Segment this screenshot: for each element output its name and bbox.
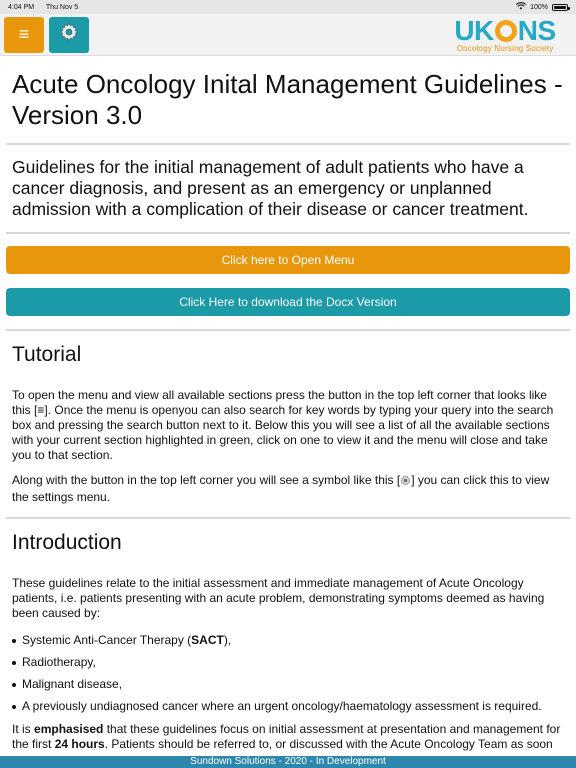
cause-list <box>12 633 570 714</box>
introduction-heading: Introduction <box>12 531 122 554</box>
open-menu-button[interactable]: Click here to Open Menu <box>6 246 570 274</box>
intro-text: It is <box>12 722 35 736</box>
logo-wordmark <box>446 16 564 46</box>
tutorial-text: ] you can click this to view the settings menu. <box>12 473 550 504</box>
tutorial-text: To open the menu and view all available sections press the button in the top left corner that looks like this [ <box>12 388 547 417</box>
battery-icon <box>552 4 568 11</box>
list-item-text: Systemic Anti-Cancer Therapy ( <box>22 633 192 647</box>
tutorial-paragraph-1 <box>12 388 570 463</box>
list-item-text: ), <box>223 633 232 647</box>
divider <box>6 517 570 519</box>
intro-bold: 24 hours <box>54 737 105 751</box>
hamburger-icon: ≡ <box>37 403 45 417</box>
intro-text: . Patients should be referred to, or discussed with the Acute Oncology Team as soon <box>104 737 553 751</box>
wifi-icon <box>516 2 526 12</box>
status-bar <box>0 0 576 14</box>
tutorial-text: Along with the button in the top left corner you will see a symbol like this [ <box>12 473 401 487</box>
list-item-bold: SACT <box>191 633 224 647</box>
list-item: A previously undiagnosed cancer where an urgent oncology/haematology assessment is required. <box>12 699 570 714</box>
gear-icon <box>400 475 411 490</box>
tutorial-heading: Tutorial <box>12 343 82 366</box>
list-item: Malignant disease, <box>12 677 570 692</box>
intro-text: that these guidelines focus on initial assessment at presentation and management for the first <box>12 722 561 751</box>
footer-text: Sundown Solutions - 2020 - In Development <box>190 756 386 767</box>
divider <box>6 329 570 331</box>
menu-button[interactable] <box>4 17 44 53</box>
logo-part2: NS <box>517 15 556 46</box>
gear-icon <box>59 22 79 47</box>
tutorial-paragraph-2 <box>12 473 570 505</box>
tutorial-text: ]. Once the menu is openyou can also search for key words by typing your query into the search box and pressing the search button next to it. Below this you will see a list of all the available sections with your current section highlighted in green, click on one to view it and the menu will close and take you to that section. <box>12 403 554 462</box>
status-right <box>516 2 568 12</box>
battery-fill <box>554 6 566 9</box>
settings-button[interactable] <box>49 17 89 53</box>
logo-subtitle: Oncology Nursing Society <box>456 44 554 53</box>
list-item: Radiotherapy, <box>12 655 570 670</box>
page-subtitle: Guidelines for the initial management of adult patients who have a cancer diagnosis, and present as an emergency or unplanned admission with a complication of their disease or cancer treatment. <box>12 157 529 219</box>
main-content <box>0 69 576 767</box>
battery-percent: 100% <box>530 3 548 11</box>
divider <box>6 143 570 145</box>
download-docx-button[interactable]: Click Here to download the Docx Version <box>6 288 570 316</box>
intro-bold: emphasised <box>34 722 104 736</box>
logo-part1: UK <box>454 15 494 46</box>
status-left <box>8 4 88 11</box>
status-date: Thu Nov 5 <box>45 3 79 11</box>
divider <box>6 232 570 234</box>
list-item <box>12 633 570 648</box>
footer <box>0 756 576 768</box>
ukons-logo <box>446 16 564 53</box>
page-title: Acute Oncology Inital Management Guidelines - Version 3.0 <box>12 69 563 130</box>
hamburger-icon: ≡ <box>18 24 30 44</box>
status-time: 4:04 PM <box>8 3 35 11</box>
logo-o-ring <box>495 20 517 42</box>
top-bar <box>0 14 576 56</box>
introduction-paragraph-1: These guidelines relate to the initial assessment and immediate management of Acute Oncology patients, i.e. patients presenting with an acute problem, demonstrating symptoms deemed as having been caused by: <box>12 576 545 620</box>
